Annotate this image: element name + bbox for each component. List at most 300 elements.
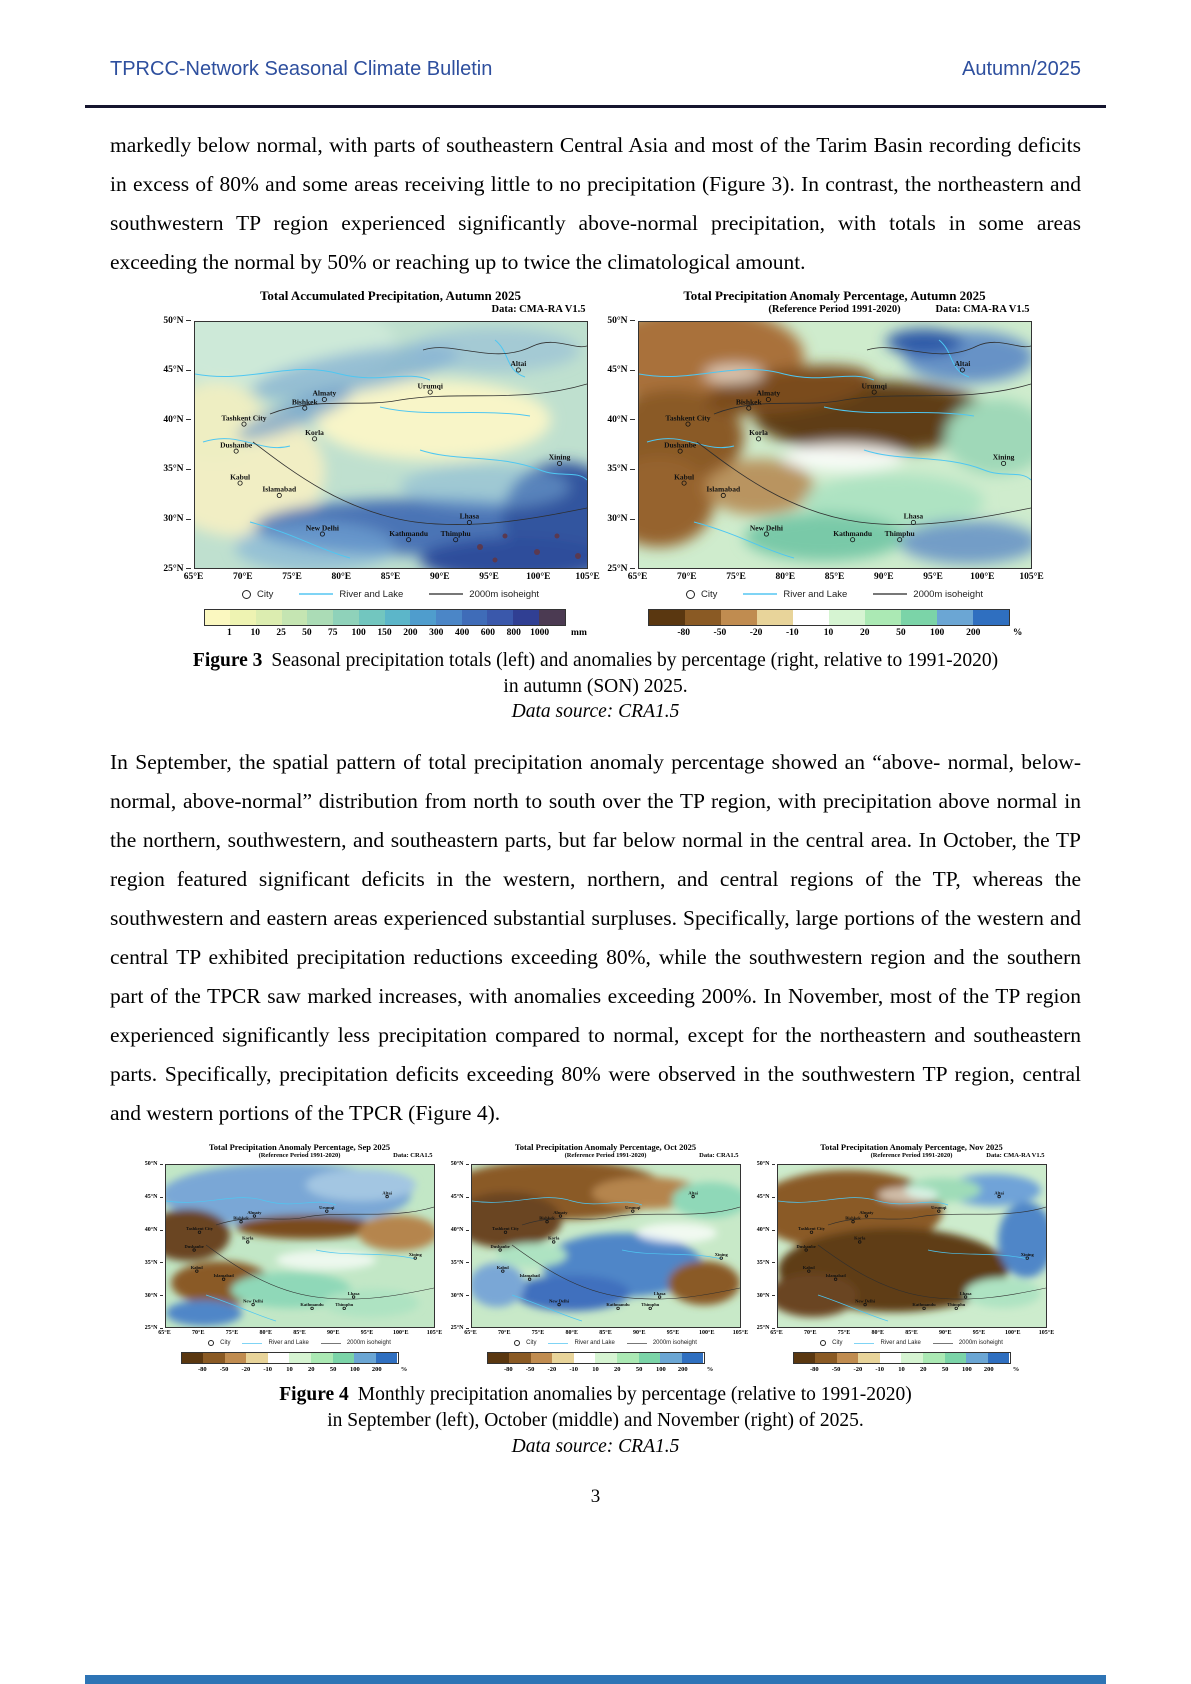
paragraph-2: In September, the spatial pattern of total precipitation anomaly percentage showed an “above- normal, below-normal, above-normal” distribution from north to south over the TP region, with precipitation above normal in the northern, southwestern, and southeastern parts, but far below normal in the central area. In October, the TP region featured significant deficits in the western, northern, and central regions of the TP, whereas the southwestern and eastern areas experienced substantial surpluses. Specifically, large portions of the western and central TP exhibited precipitation reductions exceeding 80%, while the southwestern region and the southern part of the TPCR saw marked increases, with anomalies exceeding 200%. In November, most of the TP region experienced significantly less precipitation compared to normal, except for the northeastern and southeastern parts. Specifically, precipitation deficits exceeding 80% were observed in the southwestern TP region, central and western portions of the TPCR (Figure 4). (110, 750, 1081, 1125)
colorbar-tick-label: -10 (569, 1366, 579, 1374)
svg-text:Lhasa: Lhasa (347, 1291, 359, 1297)
colorbar-segment (966, 1353, 988, 1363)
lon-axis: 65°E 70°E 75°E 80°E 85°E 90°E 95°E 100°E 105°E (770, 1330, 1055, 1337)
colorbar-segment (649, 610, 685, 625)
colorbar-segment (721, 610, 757, 625)
map-legend (194, 589, 588, 600)
figure3-label: Figure 3 (192, 649, 263, 671)
svg-text:Kathmandu: Kathmandu (388, 528, 428, 538)
svg-text:Dushanbe: Dushanbe (663, 440, 696, 450)
colorbar-unit-label: % (1012, 1366, 1020, 1374)
svg-text:Urumqi: Urumqi (416, 380, 443, 390)
colorbar-segment (829, 610, 865, 625)
fig3-left-subline (194, 304, 588, 321)
colorbar-segment (988, 1353, 1010, 1363)
colorbar-tick-label: 10 (898, 1366, 905, 1374)
colorbar-segment (225, 1353, 247, 1363)
lat-axis: 50°N 45°N 40°N 35°N 30°N 25°N (144, 1161, 158, 1332)
colorbar-tick-label: 150 (377, 627, 392, 638)
svg-text:Bishkek: Bishkek (844, 1215, 861, 1221)
fig4-nov-subline (777, 1152, 1047, 1164)
fig4-sep-subtitle: (Reference Period 1991-2020) (258, 1152, 341, 1160)
colorbar-segment (333, 610, 359, 625)
svg-text:Almaty: Almaty (858, 1210, 874, 1216)
colorbar-segment (858, 1353, 880, 1363)
colorbar-tick-label: 20 (920, 1366, 927, 1374)
svg-text:New Delhi: New Delhi (749, 522, 783, 532)
map-anomaly-oct (471, 1164, 741, 1328)
svg-text:Urumqi: Urumqi (318, 1205, 334, 1211)
svg-text:Lhasa: Lhasa (959, 1291, 971, 1297)
legend-river (854, 1340, 920, 1346)
map-legend (471, 1340, 741, 1346)
colorbar-unit-label: % (1012, 627, 1023, 638)
river-line-icon (743, 593, 777, 595)
svg-text:Thimphu: Thimphu (334, 1302, 353, 1308)
svg-text:Almaty: Almaty (552, 1210, 568, 1216)
colorbar-tick-label: -50 (831, 1366, 841, 1374)
legend-river-label: River and Lake (339, 588, 404, 600)
svg-text:Dushanbe: Dushanbe (490, 1244, 510, 1250)
river-line-icon (242, 1343, 262, 1344)
colorbar-tick-label: 100 (962, 1366, 972, 1374)
colorbar-segment (436, 610, 462, 625)
colorbar-segment (246, 1353, 268, 1363)
colorbar-tick-label: -10 (875, 1366, 885, 1374)
colorbar-tick-label: 10 (250, 627, 260, 638)
fig4-oct-subtitle: (Reference Period 1991-2020) (564, 1152, 647, 1160)
colorbar-tick-label: 200 (966, 627, 981, 638)
colorbar-unit-label: mm (571, 627, 587, 638)
colorbar-tick-label: 600 (480, 627, 496, 638)
legend-river-label: River and Lake (268, 1340, 309, 1347)
legend-isoheight (321, 1340, 391, 1346)
colorbar-segment (901, 610, 937, 625)
legend-river (242, 1340, 308, 1346)
figure3-caption-line2: in autumn (SON) 2025. (503, 675, 688, 697)
colorbar-segment (268, 1353, 290, 1363)
colorbar-anomaly (793, 1352, 1020, 1374)
colorbar-tick-label: 100 (656, 1366, 666, 1374)
header-rule (85, 105, 1106, 108)
svg-text:Lhasa: Lhasa (653, 1291, 665, 1297)
svg-text:Lhasa: Lhasa (903, 511, 923, 521)
colorbar-precip-bar (204, 609, 566, 626)
colorbar-segment (333, 1353, 355, 1363)
legend-city (820, 1340, 842, 1346)
svg-text:Thimphu: Thimphu (440, 528, 471, 538)
figure3-data-source: Data source: CRA1.5 (511, 701, 680, 723)
colorbar-segment (794, 1353, 816, 1363)
colorbar-tick-label: -80 (197, 1366, 207, 1374)
map-precip-anomaly (638, 321, 1032, 569)
fig4-oct-data-label: Data: CRA1.5 (699, 1152, 739, 1160)
map-anomaly-sep (165, 1164, 435, 1328)
legend-isoheight-label: 2000m isoheight (958, 1340, 1003, 1347)
svg-text:Kathmandu: Kathmandu (299, 1302, 324, 1308)
colorbar-segment (256, 610, 282, 625)
legend-river (299, 589, 403, 600)
colorbar-segment (385, 610, 411, 625)
colorbar-segment (595, 1353, 617, 1363)
colorbar-tick-label: 10 (823, 627, 834, 638)
legend-isoheight (429, 589, 539, 600)
colorbar-tick-label: 25 (276, 627, 286, 638)
legend-city (514, 1340, 536, 1346)
isoheight-line-icon (873, 593, 907, 595)
colorbar-segment (901, 1353, 923, 1363)
svg-text:Thimphu: Thimphu (640, 1302, 659, 1308)
svg-text:Xining: Xining (1020, 1252, 1034, 1258)
legend-isoheight-label: 2000m isoheight (652, 1340, 697, 1347)
colorbar-precip-labels (204, 626, 587, 640)
lon-axis: 65°E 70°E 75°E 80°E 85°E 90°E 95°E 100°E 105°E (464, 1330, 749, 1337)
issue-label: Autumn/2025 (962, 58, 1081, 80)
svg-text:Korla: Korla (853, 1236, 865, 1242)
colorbar-segment (487, 610, 513, 625)
legend-isoheight-label: 2000m isoheight (913, 588, 983, 600)
svg-text:Kathmandu: Kathmandu (832, 528, 872, 538)
colorbar-segment (757, 610, 793, 625)
lon-axis: 65°E 70°E 75°E 80°E 85°E 90°E 95°E 100°E 105°E (627, 571, 1044, 582)
colorbar-unit-label: % (706, 1366, 714, 1374)
svg-text:Islamabad: Islamabad (261, 484, 296, 494)
fig3-right-data-label: Data: CMA-RA V1.5 (935, 303, 1030, 315)
colorbar-segment (462, 610, 488, 625)
colorbar-segment (282, 610, 308, 625)
fig3-right-subtitle: (Reference Period 1991-2020) (768, 303, 901, 315)
fig4-nov-subtitle: (Reference Period 1991-2020) (870, 1152, 953, 1160)
colorbar-tick-label: -50 (219, 1366, 229, 1374)
svg-text:Altai: Altai (953, 358, 970, 368)
isoheight-line-icon (627, 1343, 647, 1344)
legend-isoheight (627, 1340, 697, 1346)
legend-river-label: River and Lake (574, 1340, 615, 1347)
svg-text:Altai: Altai (381, 1190, 392, 1196)
colorbar-tick-label: 100 (351, 627, 366, 638)
svg-text:Kabul: Kabul (802, 1265, 815, 1271)
colorbar-segment (923, 1353, 945, 1363)
lat-axis: 50°N 45°N 40°N 35°N 30°N 25°N (450, 1161, 464, 1332)
figure-4 (85, 1142, 1106, 1460)
colorbar-segment (865, 610, 901, 625)
colorbar-tick-label: 10 (592, 1366, 599, 1374)
colorbar-tick-label: 200 (371, 1366, 382, 1374)
colorbar-tick-label: 300 (429, 627, 444, 638)
colorbar-tick-label: 20 (859, 627, 870, 638)
svg-text:Altai: Altai (687, 1190, 698, 1196)
svg-text:Islamabad: Islamabad (705, 484, 740, 494)
legend-isoheight-label: 2000m isoheight (469, 588, 539, 600)
city-marker-icon (686, 590, 695, 599)
lat-axis: 50°N 45°N 40°N 35°N 30°N 25°N (756, 1161, 770, 1332)
city-marker-icon (208, 1340, 214, 1346)
svg-text:Islamabad: Islamabad (824, 1273, 846, 1279)
colorbar-segment (552, 1353, 574, 1363)
colorbar-tick-label: 75 (328, 627, 338, 638)
legend-city (686, 589, 717, 600)
colorbar-tick-label: -10 (785, 627, 799, 638)
svg-text:Altai: Altai (993, 1190, 1004, 1196)
legend-city (242, 589, 273, 600)
isoheight-line-icon (429, 593, 463, 595)
colorbar-segment (307, 610, 333, 625)
svg-text:Lhasa: Lhasa (459, 511, 479, 521)
fig4-sep-subline (165, 1152, 435, 1164)
colorbar-tick-label: -20 (241, 1366, 251, 1374)
colorbar-tick-label: 200 (983, 1366, 994, 1374)
legend-city-label: City (832, 1340, 843, 1347)
svg-text:Bishkek: Bishkek (291, 396, 318, 406)
colorbar-tick-label: -20 (853, 1366, 863, 1374)
svg-text:New Delhi: New Delhi (854, 1298, 875, 1304)
legend-isoheight-label: 2000m isoheight (346, 1340, 391, 1347)
svg-text:Xining: Xining (408, 1252, 422, 1258)
svg-text:Kathmandu: Kathmandu (605, 1302, 630, 1308)
svg-text:Urumqi: Urumqi (930, 1205, 946, 1211)
colorbar-tick-label: 400 (454, 627, 470, 638)
colorbar-segment (359, 610, 385, 625)
fig3-right-subline (638, 304, 1032, 321)
figure3-caption-text: Seasonal precipitation totals (left) and anomalies by percentage (right, relative to 1991-2020) (271, 649, 999, 671)
colorbar-segment (531, 1353, 553, 1363)
lat-axis: 50°N 45°N 40°N 35°N 30°N 25°N (163, 315, 184, 574)
svg-text:Xining: Xining (714, 1252, 728, 1258)
fig3-right-map-body (604, 315, 1032, 574)
footer-bar (85, 1675, 1106, 1684)
legend-city-label: City (701, 588, 718, 600)
figure4-caption (85, 1382, 1106, 1460)
colorbar-anomaly (487, 1352, 714, 1374)
colorbar-anomaly-labels (648, 626, 1023, 640)
map-legend (638, 589, 1032, 600)
svg-text:New Delhi: New Delhi (548, 1298, 569, 1304)
svg-text:Bishkek: Bishkek (735, 396, 762, 406)
map-legend (165, 1340, 435, 1346)
colorbar-tick-label: -50 (525, 1366, 535, 1374)
colorbar-tick-label: -80 (809, 1366, 819, 1374)
colorbar-segment (617, 1353, 639, 1363)
svg-text:Kathmandu: Kathmandu (911, 1302, 936, 1308)
colorbar-tick-label: -50 (713, 627, 727, 638)
colorbar-segment (945, 1353, 967, 1363)
colorbar-anomaly (181, 1352, 408, 1374)
fig4-nov-data-label: Data: CMA-RA V1.5 (986, 1152, 1045, 1160)
svg-text:Korla: Korla (304, 427, 324, 437)
colorbar-segment (815, 1353, 837, 1363)
map-art-anomaly-oct (472, 1165, 740, 1327)
colorbar-tick-label: 100 (929, 627, 945, 638)
svg-text:Xining: Xining (548, 452, 570, 462)
colorbar-segment (182, 1353, 204, 1363)
colorbar-tick-label: -20 (749, 627, 763, 638)
svg-text:Korla: Korla (547, 1236, 559, 1242)
colorbar-segment (203, 1353, 225, 1363)
colorbar-precip (204, 609, 587, 640)
svg-text:Tashkent City: Tashkent City (797, 1226, 825, 1232)
colorbar-tick-label: 50 (896, 627, 906, 638)
colorbar-tick-label: 10 (286, 1366, 293, 1374)
colorbar-segment (539, 610, 565, 625)
legend-river-label: River and Lake (880, 1340, 921, 1347)
svg-text:Urumqi: Urumqi (860, 380, 887, 390)
colorbar-segment (639, 1353, 661, 1363)
legend-isoheight (873, 589, 983, 600)
legend-city-label: City (257, 588, 274, 600)
fig3-left-title: Total Accumulated Precipitation, Autumn 2025 (259, 287, 522, 303)
colorbar-tick-label: 1000 (530, 627, 550, 638)
colorbar-tick-label: 1 (226, 627, 232, 638)
svg-text:Dushanbe: Dushanbe (796, 1244, 816, 1250)
colorbar-segment (289, 1353, 311, 1363)
figure4-caption-text: Monthly precipitation anomalies by percentage (relative to 1991-2020) (357, 1384, 912, 1406)
legend-city-label: City (220, 1340, 231, 1347)
colorbar-tick-label: 50 (329, 1366, 337, 1374)
map-anomaly-nov (777, 1164, 1047, 1328)
colorbar-tick-label: -20 (547, 1366, 557, 1374)
svg-text:Almaty: Almaty (311, 388, 336, 398)
colorbar-tick-label: 20 (614, 1366, 621, 1374)
legend-river (743, 589, 847, 600)
svg-text:Bishkek: Bishkek (538, 1215, 555, 1221)
map-art-anomaly-nov (778, 1165, 1046, 1327)
colorbar-tick-label: 200 (677, 1366, 688, 1374)
svg-text:Dushanbe: Dushanbe (219, 440, 252, 450)
city-marker-icon (514, 1340, 520, 1346)
city-marker-icon (242, 590, 251, 599)
svg-text:Tashkent City: Tashkent City (665, 412, 710, 422)
colorbar-segment (488, 1353, 510, 1363)
fig3-left-data-label: Data: CMA-RA V1.5 (491, 303, 586, 315)
svg-text:Altai: Altai (509, 358, 526, 368)
isoheight-line-icon (321, 1343, 341, 1344)
figure-3 (85, 288, 1106, 726)
svg-text:Tashkent City: Tashkent City (491, 1226, 519, 1232)
lon-axis: 65°E 70°E 75°E 80°E 85°E 90°E 95°E 100°E 105°E (183, 571, 600, 582)
colorbar-anomaly (648, 609, 1023, 640)
figure3-maps-row (85, 288, 1106, 640)
figure4-data-source: Data source: CRA1.5 (511, 1436, 680, 1458)
fig3-left-map-body (160, 315, 588, 574)
colorbar-tick-label: -80 (503, 1366, 513, 1374)
legend-river (548, 1340, 614, 1346)
river-line-icon (854, 1343, 874, 1344)
svg-text:Thimphu: Thimphu (884, 528, 915, 538)
svg-text:Bishkek: Bishkek (232, 1215, 249, 1221)
svg-text:Almaty: Almaty (246, 1210, 262, 1216)
colorbar-tick-label: -80 (677, 627, 691, 638)
colorbar-segment (513, 610, 539, 625)
fig4-oct-title: Total Precipitation Anomaly Percentage, Oct 2025 (514, 1142, 697, 1153)
page-number: 3 (590, 1486, 601, 1508)
colorbar-anomaly-bar (648, 609, 1010, 626)
fig4-nov-title: Total Precipitation Anomaly Percentage, Nov 2025 (820, 1142, 1003, 1153)
map-precip-total (194, 321, 588, 569)
page-content (85, 0, 1106, 1508)
colorbar-segment (685, 610, 721, 625)
colorbar-segment (837, 1353, 859, 1363)
colorbar-segment (793, 610, 829, 625)
svg-text:Kabul: Kabul (190, 1265, 203, 1271)
fig4-sep-panel (144, 1142, 443, 1374)
colorbar-segment (311, 1353, 333, 1363)
map-art-precip-anomaly (639, 322, 1031, 568)
colorbar-tick-label: 200 (403, 627, 418, 638)
colorbar-segment (973, 610, 1009, 625)
svg-text:Dushanbe: Dushanbe (184, 1244, 204, 1250)
fig4-oct-panel (450, 1142, 749, 1374)
colorbar-segment (354, 1353, 376, 1363)
colorbar-tick-label: 20 (308, 1366, 315, 1374)
svg-text:Kabul: Kabul (673, 472, 694, 482)
fig3-right-title: Total Precipitation Anomaly Percentage, Autumn 2025 (683, 287, 986, 303)
colorbar-tick-label: 800 (506, 627, 521, 638)
fig3-left-panel (160, 287, 600, 640)
colorbar-segment (376, 1353, 398, 1363)
river-line-icon (299, 593, 333, 595)
fig4-oct-subline (471, 1152, 741, 1164)
isoheight-line-icon (933, 1343, 953, 1344)
svg-text:Kabul: Kabul (229, 472, 250, 482)
map-art-anomaly-sep (166, 1165, 434, 1327)
svg-text:Urumqi: Urumqi (624, 1205, 640, 1211)
lat-axis: 50°N 45°N 40°N 35°N 30°N 25°N (607, 315, 628, 574)
colorbar-segment (574, 1353, 596, 1363)
colorbar-segment (410, 610, 436, 625)
colorbar-segment (509, 1353, 531, 1363)
colorbar-segment (230, 610, 256, 625)
city-marker-icon (820, 1340, 826, 1346)
svg-text:Thimphu: Thimphu (946, 1302, 965, 1308)
figure4-caption-line2: in September (left), October (middle) and November (right) of 2025. (327, 1410, 864, 1432)
colorbar-tick-label: 50 (302, 627, 312, 638)
colorbar-tick-label: 50 (941, 1366, 949, 1374)
figure4-maps-row (85, 1142, 1106, 1374)
river-line-icon (548, 1343, 568, 1344)
fig4-nov-panel (756, 1142, 1055, 1374)
legend-city-label: City (526, 1340, 537, 1347)
legend-city (208, 1340, 230, 1346)
svg-text:Tashkent City: Tashkent City (185, 1226, 213, 1232)
colorbar-segment (880, 1353, 902, 1363)
colorbar-tick-label: -10 (263, 1366, 273, 1374)
svg-text:Kabul: Kabul (496, 1265, 509, 1271)
colorbar-unit-label: % (400, 1366, 408, 1374)
colorbar-tick-label: 50 (635, 1366, 643, 1374)
fig3-right-panel (604, 287, 1044, 640)
svg-text:Almaty: Almaty (755, 388, 780, 398)
svg-text:Islamabad: Islamabad (518, 1273, 540, 1279)
lon-axis: 65°E 70°E 75°E 80°E 85°E 90°E 95°E 100°E 105°E (158, 1330, 443, 1337)
legend-isoheight (933, 1340, 1003, 1346)
colorbar-segment (682, 1353, 704, 1363)
svg-text:Islamabad: Islamabad (212, 1273, 234, 1279)
colorbar-segment (937, 610, 973, 625)
fig4-sep-title: Total Precipitation Anomaly Percentage, Sep 2025 (208, 1142, 391, 1153)
map-legend (777, 1340, 1047, 1346)
colorbar-tick-label: 100 (350, 1366, 360, 1374)
figure4-label: Figure 4 (279, 1384, 349, 1406)
fig4-sep-data-label: Data: CRA1.5 (393, 1152, 433, 1160)
map-art-precip-total (195, 322, 587, 568)
svg-text:Tashkent City: Tashkent City (221, 412, 266, 422)
svg-text:Xining: Xining (992, 452, 1014, 462)
bulletin-title: TPRCC-Network Seasonal Climate Bulletin (110, 58, 493, 80)
paragraph-1: markedly below normal, with parts of southeastern Central Asia and most of the Tarim Basin recording deficits in excess of 80% and some areas receiving little to no precipitation (Figure 3). In contrast, the northeastern and southwestern TP region experienced significantly above-normal precipitation, with totals in some areas exceeding the normal by 50% or reaching up to twice the climatological amount. (110, 133, 1081, 274)
svg-text:Korla: Korla (241, 1236, 253, 1242)
figure3-caption (85, 648, 1106, 726)
svg-text:New Delhi: New Delhi (242, 1298, 263, 1304)
